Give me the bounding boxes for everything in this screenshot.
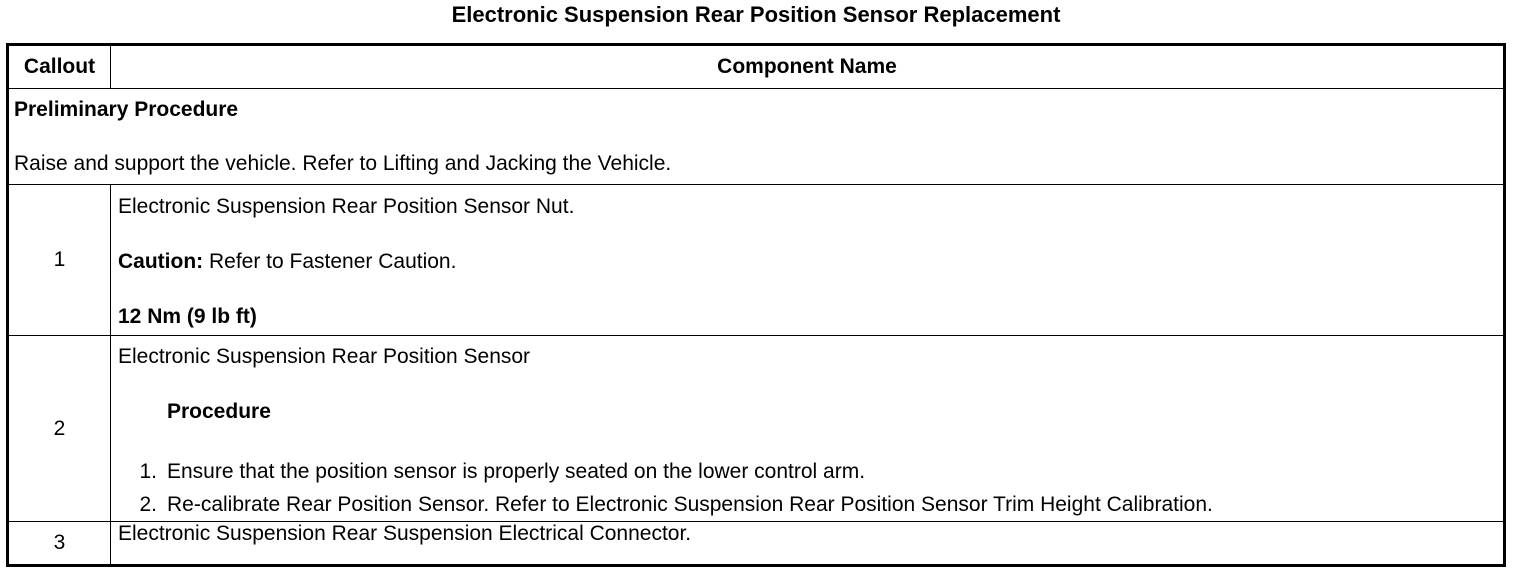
procedure-heading: Procedure	[167, 400, 271, 423]
preliminary-cell	[8, 89, 1505, 185]
caution-label: Caution:	[118, 250, 204, 273]
caution-text: Refer to Fastener Caution.	[203, 250, 457, 273]
component-name: Electronic Suspension Rear Position Sensor	[118, 345, 531, 368]
list-item	[118, 488, 1503, 521]
torque-spec: 12 Nm (9 lb ft)	[118, 305, 257, 328]
step-text: Re-calibrate Rear Position Sensor. Refer to Electronic Suspension Rear Position Sensor Trim Height Calibration.	[167, 493, 1213, 516]
component-name-column-header: Component Name	[111, 45, 1505, 89]
table-row	[8, 336, 1505, 522]
component-name: Electronic Suspension Rear Suspension Electrical Connector.	[118, 522, 692, 545]
document-title: Electronic Suspension Rear Position Sensor Replacement	[451, 2, 1061, 27]
callout-number: 1	[8, 185, 111, 336]
component-cell	[111, 185, 1505, 336]
table-header-row	[8, 45, 1505, 89]
table-row	[8, 185, 1505, 336]
step-text: Ensure that the position sensor is properly seated on the lower control arm.	[167, 460, 866, 483]
preliminary-row	[8, 89, 1505, 185]
list-item	[118, 455, 1503, 488]
callout-column-header: Callout	[8, 45, 111, 89]
component-cell	[111, 336, 1505, 522]
step-number: 1.	[139, 460, 157, 483]
component-name: Electronic Suspension Rear Position Sensor Nut.	[118, 195, 575, 218]
caution-line	[118, 250, 1503, 274]
callout-number: 3	[8, 522, 111, 566]
procedure-table	[6, 43, 1506, 567]
procedure-steps	[118, 455, 1503, 521]
callout-number: 2	[8, 336, 111, 522]
step-number: 2.	[139, 493, 157, 516]
table-row	[8, 522, 1505, 566]
component-cell	[111, 522, 1505, 566]
preliminary-title: Preliminary Procedure	[14, 98, 239, 121]
preliminary-text: Raise and support the vehicle. Refer to Lifting and Jacking the Vehicle.	[14, 152, 672, 175]
